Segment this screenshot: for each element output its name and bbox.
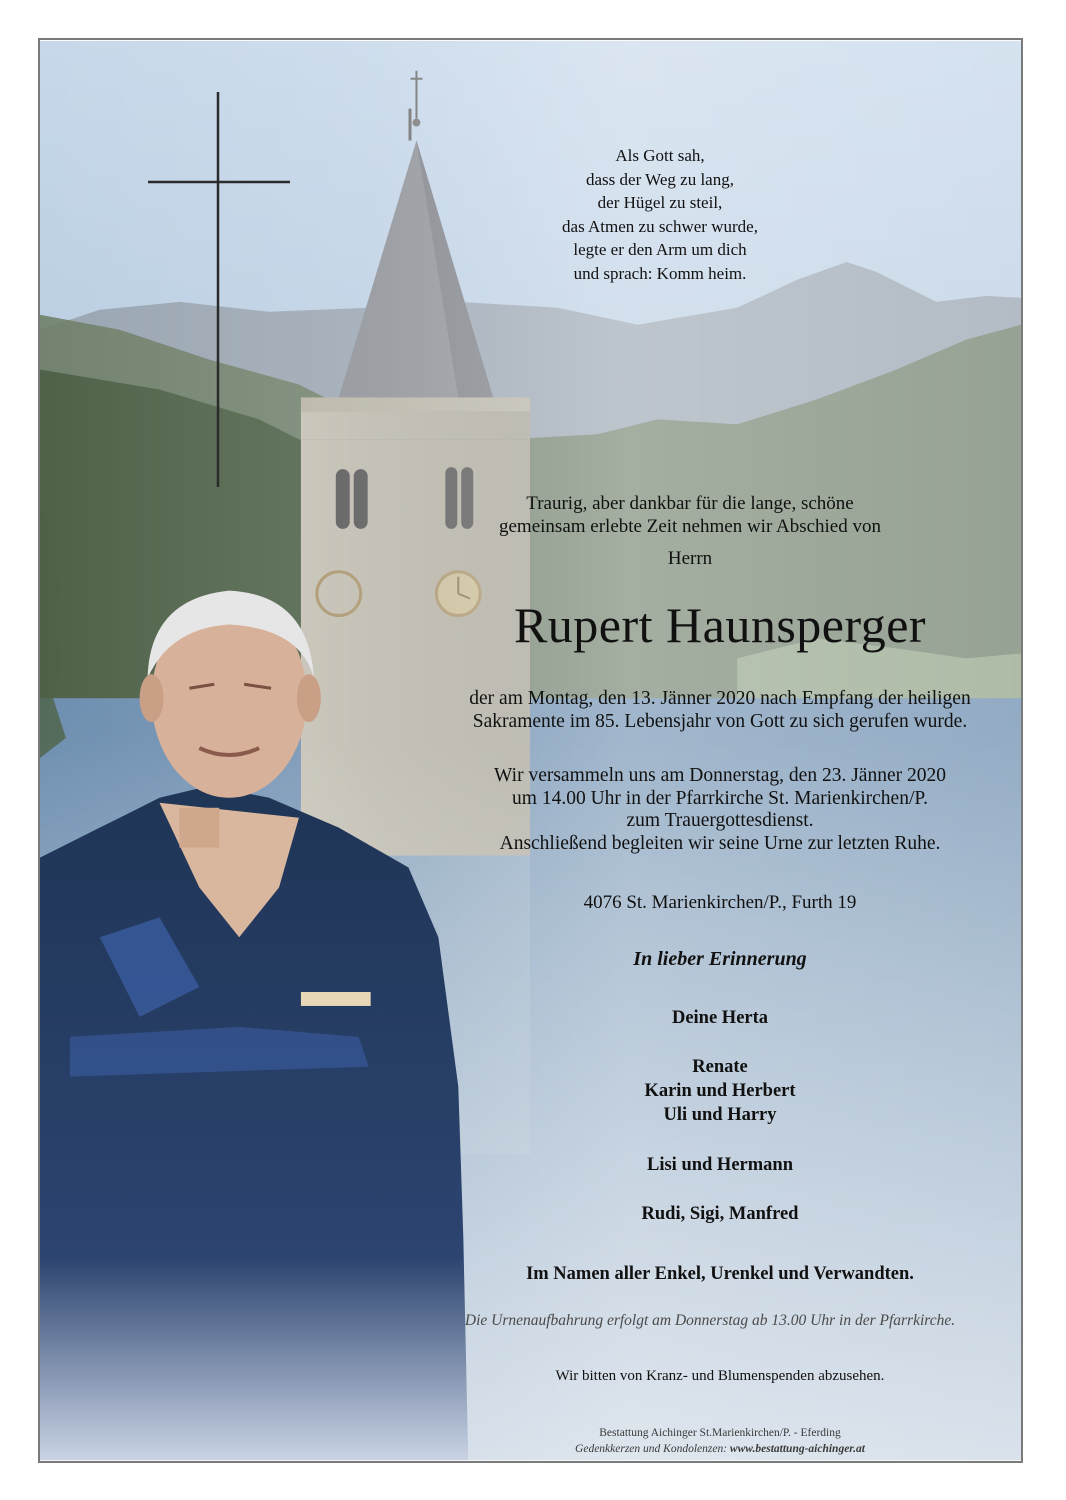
relatives-line: Im Namen aller Enkel, Urenkel und Verwandten. <box>526 1264 914 1284</box>
condolence-line <box>510 1443 930 1455</box>
mourner-child: Karin und Herbert <box>644 1081 796 1101</box>
mourner-spouse: Deine Herta <box>671 1008 769 1028</box>
salutation: Herrn <box>667 548 713 569</box>
mourner-sibling: Lisi und Hermann <box>647 1155 793 1175</box>
mourner-child: Renate <box>692 1057 748 1077</box>
service-line: Wir versammeln uns am Donnerstag, den 23. Jänner 2020 <box>494 765 946 786</box>
website-link[interactable]: www.bestattung-aichinger.at <box>729 1443 865 1455</box>
mourner-child: Uli und Harry <box>663 1105 777 1125</box>
flower-request: Wir bitten von Kranz- und Blumenspenden abzusehen. <box>555 1368 885 1384</box>
poem-line: das Atmen zu schwer wurde, <box>562 216 758 236</box>
poem-line: der Hügel zu steil, <box>597 193 723 212</box>
service-line: zum Trauergottesdienst. <box>626 810 814 831</box>
address: 4076 St. Marienkirchen/P., Furth 19 <box>583 892 857 913</box>
poem-line: dass der Weg zu lang, <box>586 169 734 189</box>
death-statement <box>425 688 1015 733</box>
death-line: Sakramente im 85. Lebensjahr von Gott zu sich gerufen wurde. <box>472 710 968 732</box>
service-details <box>430 765 1010 855</box>
urn-viewing-note: Die Urnenaufbahrung erfolgt am Donnerstag ab 13.00 Uhr in der Pfarrkirche. <box>464 1312 956 1329</box>
intro-line: Traurig, aber dankbar für die lange, schöne <box>526 493 854 514</box>
intro-line: gemeinsam erlebte Zeit nehmen wir Abschied von <box>499 516 881 537</box>
mourner-others: Rudi, Sigi, Manfred <box>641 1204 799 1224</box>
farewell-intro <box>470 492 910 538</box>
deceased-name: Rupert Haunsperger <box>513 597 927 653</box>
poem-line: und sprach: Komm heim. <box>573 263 747 283</box>
service-line: um 14.00 Uhr in der Pfarrkirche St. Marienkirchen/P. <box>512 787 928 809</box>
poem-line: legte er den Arm um dich <box>573 240 747 259</box>
memory-heading: In lieber Erinnerung <box>633 948 807 970</box>
mourner-children <box>470 1055 970 1127</box>
condolence-label: Gedenkkerzen und Kondolenzen: <box>575 1443 730 1455</box>
service-line: Anschließend begleiten wir seine Urne zur letzten Ruhe. <box>499 832 941 854</box>
cross-icon <box>148 92 293 487</box>
undertaker-line: Bestattung Aichinger St.Marienkirchen/P. - Eferding <box>599 1427 841 1439</box>
death-line: der am Montag, den 13. Jänner 2020 nach Empfang der heiligen <box>469 688 971 709</box>
memorial-poem <box>510 144 810 285</box>
poem-line: Als Gott sah, <box>615 146 705 165</box>
obituary-frame <box>38 38 1023 1463</box>
